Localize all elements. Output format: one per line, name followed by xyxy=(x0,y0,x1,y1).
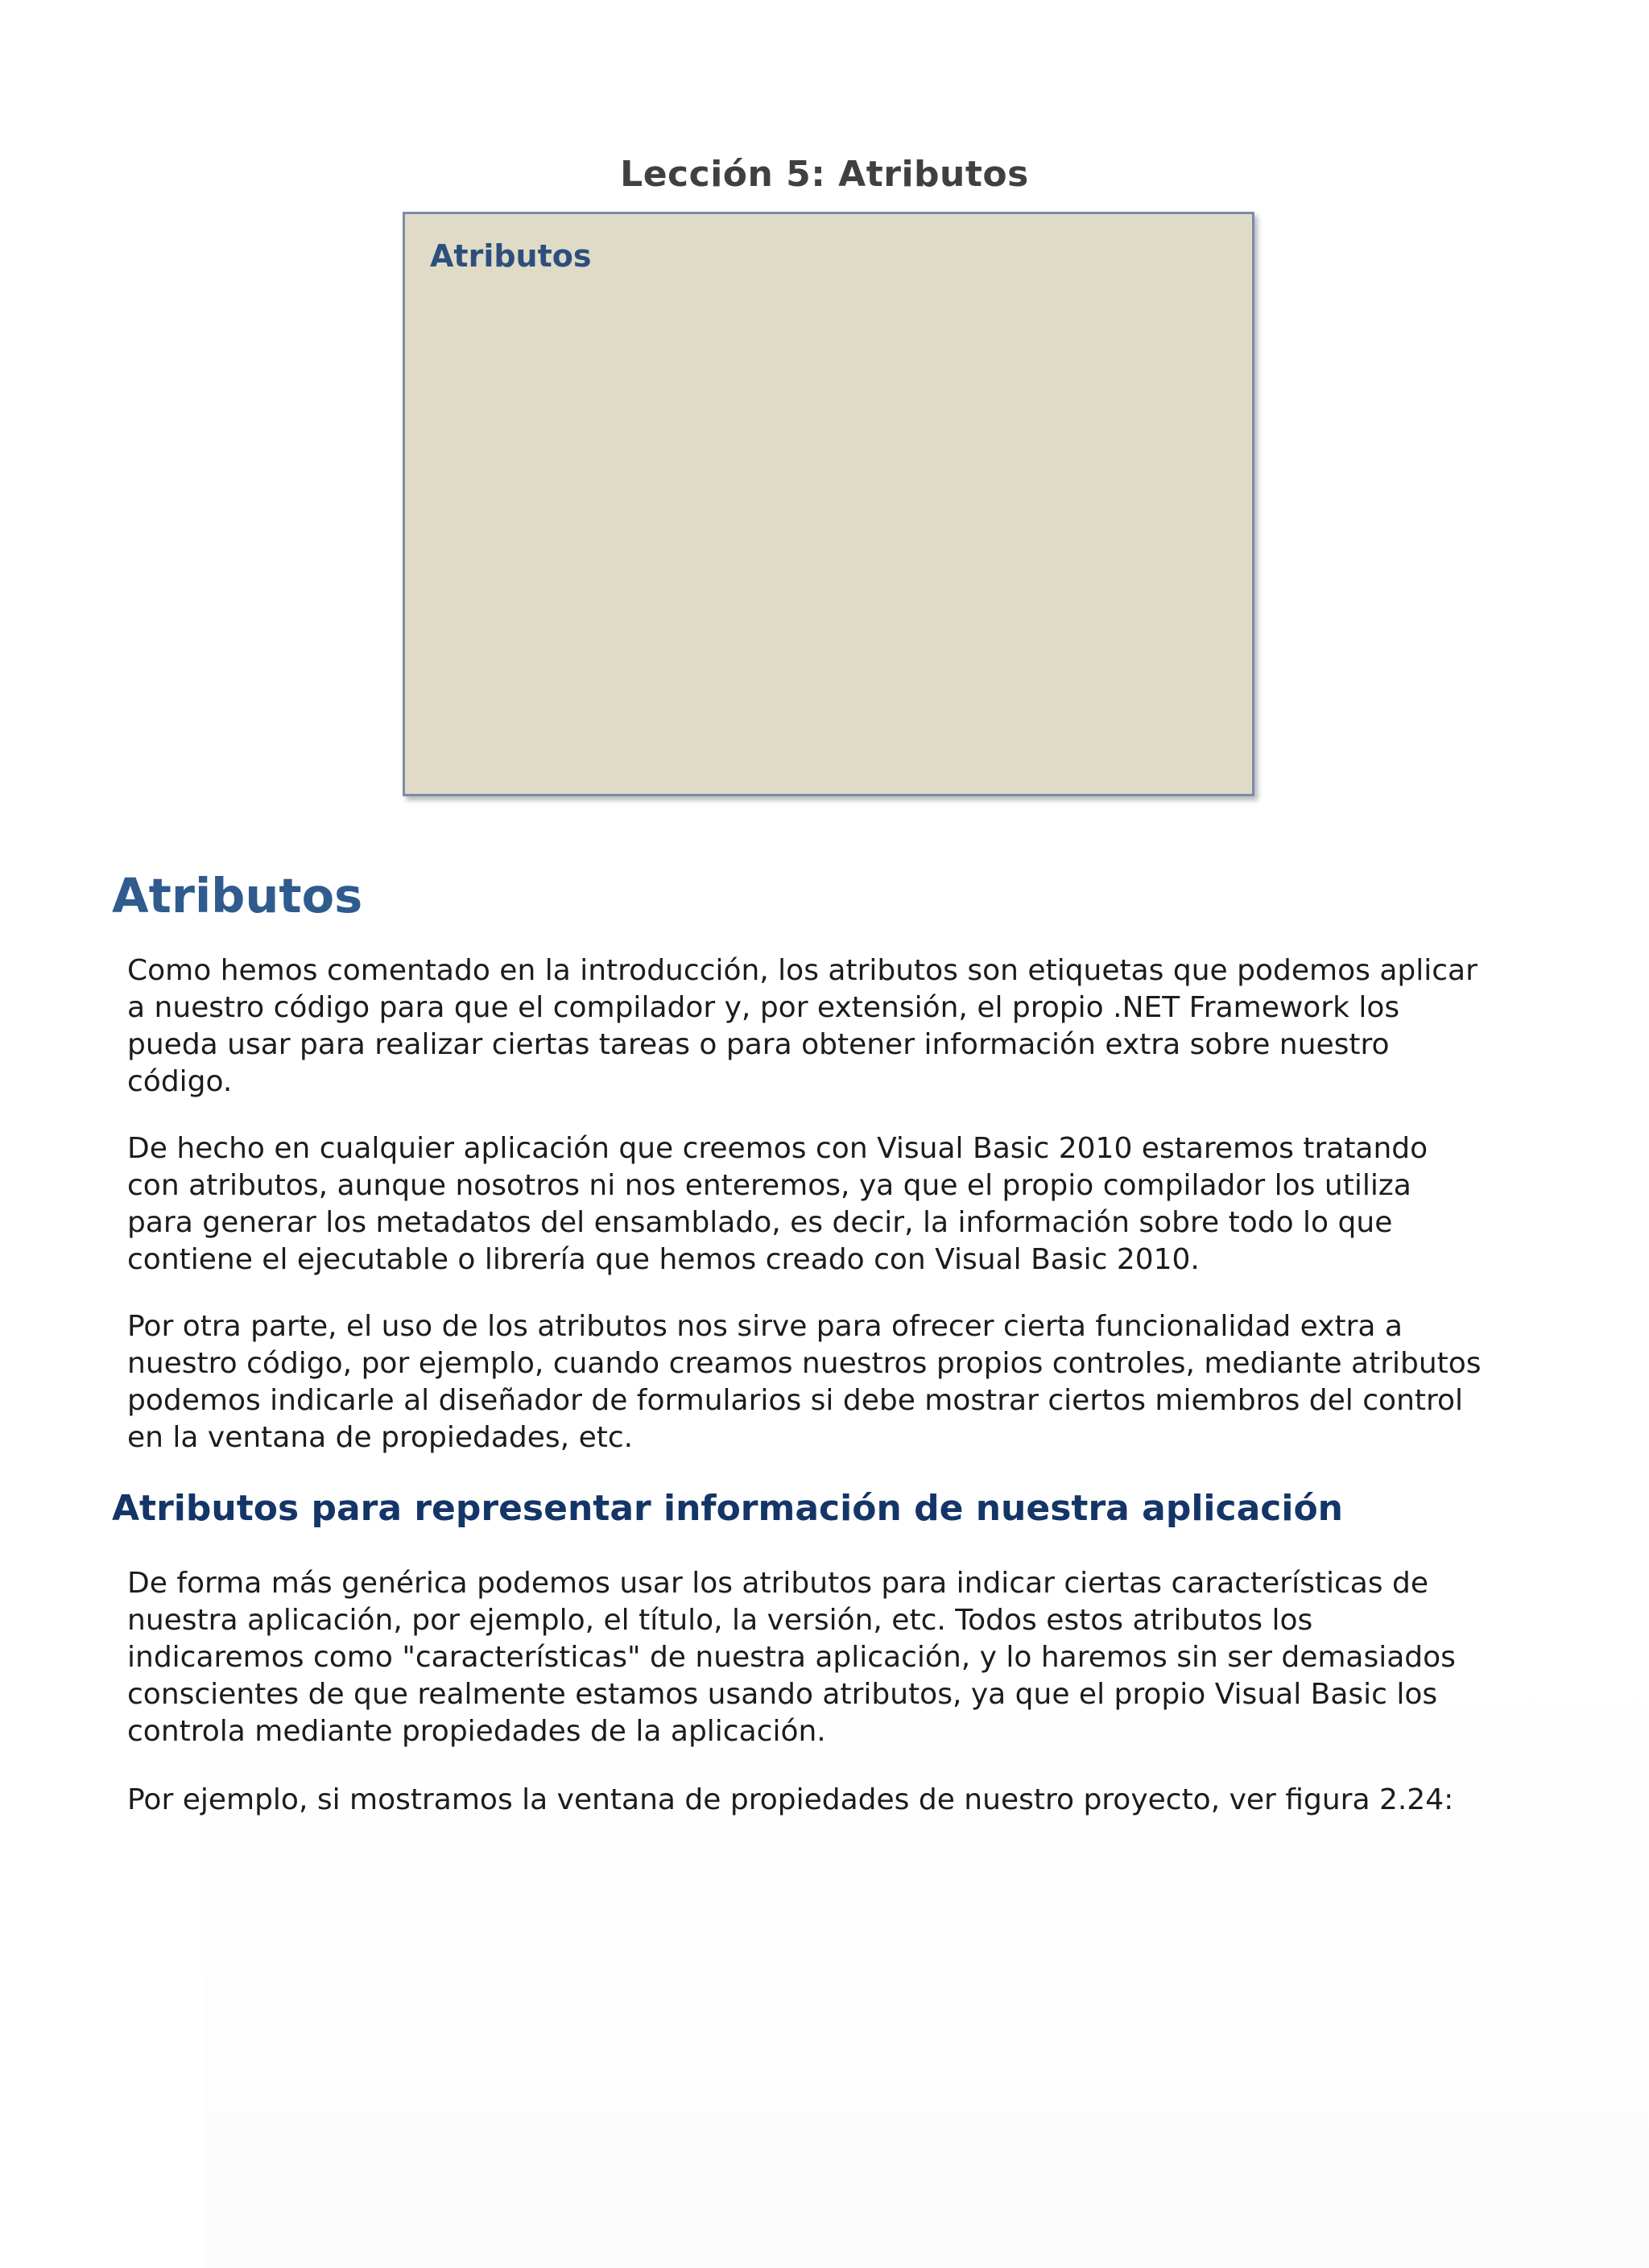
section-heading: Atributos xyxy=(112,868,363,923)
lesson-title: Lección 5: Atributos xyxy=(620,154,1029,195)
slide-title: Atributos xyxy=(430,238,592,274)
paragraph-compiler-usage: De hecho en cualquier aplicación que creemos con Visual Basic 2010 estaremos tratando con atributos, aunque nosotros ni nos enteremos, ya que el propio compilador los utiliza para generar los metadatos del ensamblado, es decir, la información sobre todo lo que contiene el ejecutable o librería que hemos creado con Visual Basic 2010. xyxy=(127,1132,1428,1276)
paragraph-extra-functionality: Por otra parte, el uso de los atributos nos sirve para ofrecer cierta funcionalidad extra a nuestro código, por ejemplo, cuando creamos nuestros propios controles, mediante atributos podemos indicarle al diseñador de formularios si debe mostrar ciertos miembros del control en la ventana de propiedades, etc. xyxy=(127,1310,1482,1454)
paragraph-intro: Como hemos comentado en la introducción, los atributos son etiquetas que podemos aplicar a nuestro código para que el compilador y, por extensión, el propio .NET Framework los pueda usar para realizar ciertas tareas o para obtener información extra sobre nuestro código. xyxy=(127,954,1477,1098)
subsection-heading: Atributos para representar información de nuestra aplicación xyxy=(112,1488,1343,1529)
paragraph-application-info: De forma más genérica podemos usar los atributos para indicar ciertas características de nuestra aplicación, por ejemplo, el título, la versión, etc. Todos estos atributos los indicaremos como "características" de nuestra aplicación, y lo haremos sin ser demasiados conscientes de que realmente estamos usando atributos, ya que el propio Visual Basic los controla mediante propiedades de la aplicación. xyxy=(127,1567,1456,1748)
video-slide-placeholder xyxy=(403,212,1254,796)
paragraph-figure-reference: Por ejemplo, si mostramos la ventana de propiedades de nuestro proyecto, ver figura 2.24: xyxy=(127,1783,1454,1816)
